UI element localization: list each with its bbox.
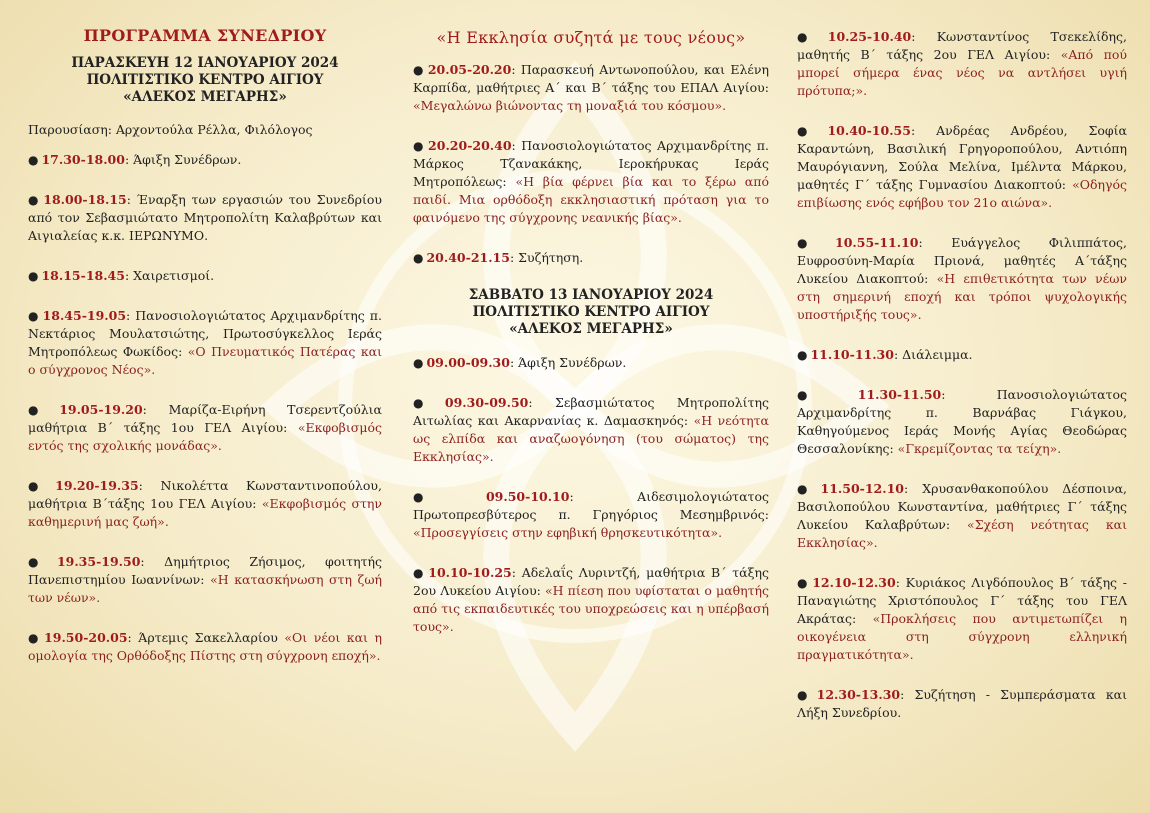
schedule-time: 12.10-12.30 <box>812 575 896 590</box>
bullet-icon: ● <box>28 555 54 569</box>
schedule-item <box>28 553 382 607</box>
schedule-item <box>413 564 769 636</box>
schedule-text: : Παρασκευή Αντωνοπούλου, και Ελένη Καρπίδα, μαθήτριες Α΄ και Β΄ τάξης του ΕΠΑΛ Αιγίου: <box>413 62 769 95</box>
schedule-text: : Πανοσιολογιώτατος Αρχιμανδρίτης π. Μάρκος Τζανακάκης, Ιεροκήρυκας Ιεράς Μητροπόλεως: <box>413 138 769 189</box>
schedule-time: 19.35-19.50 <box>56 554 141 569</box>
schedule-text: : Άρτεμις Σακελλαρίου <box>127 630 285 645</box>
schedule-item <box>28 267 382 285</box>
bullet-icon: ● <box>413 63 425 77</box>
schedule-text: : Αιδεσιμολογιώτατος Πρωτοπρεσβύτερος π. Γρηγόριος Μεσημβρινός: <box>413 489 769 522</box>
talk-title: «Μεγαλώνω βιώνοντας τη μοναξιά του κόσμου». <box>413 98 727 113</box>
friday-date: ΠΑΡΑΣΚΕΥΗ 12 ΙΑΝΟΥΑΡΙΟΥ 2024 <box>71 55 339 71</box>
schedule-item <box>797 574 1127 664</box>
presenter-line: Παρουσίαση: Αρχοντούλα Ρέλλα, Φιλόλογος <box>28 122 313 137</box>
saturday-schedule-list <box>797 28 1127 722</box>
schedule-time: 18.45-19.05 <box>42 308 127 323</box>
bullet-icon: ● <box>28 479 53 493</box>
talk-title: «Η κατασκήνωση στη ζωή των νέων». <box>28 572 383 605</box>
schedule-time: 10.55-11.10 <box>835 235 919 250</box>
schedule-time: 19.20-19.35 <box>55 478 139 493</box>
schedule-time: 11.50-12.10 <box>820 481 904 496</box>
bullet-icon: ● <box>413 139 426 153</box>
schedule-text: : Συζήτηση - Συμπεράσματα και Λήξη Συνεδρίου. <box>797 687 1127 720</box>
schedule-text: : Ανδρέας Ανδρέου, Σοφία Καραντώνη, Βασιλική Γρηγοροπούλου, Αντιόπη Μαυρόγιαννη, Σούλα Μελίνα, Ιμέλντα Μάρκου, μαθητές Γ΄ τάξης Γυμνασίου Διακοπτού: <box>797 123 1127 192</box>
talk-title: «Η βία φέρνει βία και το ξέρω από παιδί. Μια ορθόδοξη εκκλησιαστική πρόταση για το φαινόμενο της σύγχρονης νεανικής βίας». <box>413 174 769 225</box>
saturday-morning-schedule-list <box>413 354 769 636</box>
schedule-text: : Κυριάκος Λιγδόπουλος Β΄ τάξης - Παναγιώτης Χριστόπουλος Γ΄ τάξης του ΓΕΛ Ακράτας: <box>797 575 1127 626</box>
schedule-time: 19.50-20.05 <box>44 630 128 645</box>
schedule-item <box>28 629 382 665</box>
schedule-text: : Νικολέττα Κωνσταντινοπούλου, μαθήτρια Β΄τάξης 1ου ΓΕΛ Αιγίου: <box>28 478 382 511</box>
schedule-item <box>797 234 1127 324</box>
bullet-icon: ● <box>797 482 818 496</box>
bullet-icon: ● <box>797 30 825 44</box>
talk-title: «Από πού μπορεί σήμερα ένας νέος να αντλήσει υγιή πρότυπα;». <box>797 47 1127 98</box>
schedule-time: 12.30-13.30 <box>816 687 901 702</box>
schedule-text: : Αδελαΐς Λυριντζή, μαθήτρια Β΄ τάξης 2ου Λυκείου Αιγίου: <box>413 565 769 598</box>
schedule-item <box>413 137 769 227</box>
talk-title: «Γκρεμίζοντας τα τείχη». <box>897 441 1062 456</box>
bullet-icon: ● <box>28 193 41 207</box>
talk-title: «Εκφοβισμός στην καθημερινή μας ζωή». <box>28 496 382 529</box>
schedule-text: : Άφιξη Συνέδρων. <box>124 152 242 167</box>
schedule-text: : Σεβασμιώτατος Μητροπολίτης Αιτωλίας και Ακαρνανίας κ. Δαμασκηνός: <box>413 395 769 428</box>
talk-title: «Η επιθετικότητα των νέων στη σημερινή εποχή και τρόποι ψυχολογικής υποστήριξής τους». <box>797 271 1128 322</box>
schedule-time: 20.20-20.40 <box>428 138 512 153</box>
schedule-time: 19.05-19.20 <box>59 402 143 417</box>
schedule-item <box>797 480 1127 552</box>
schedule-item <box>797 28 1127 100</box>
talk-title: «Ο Πνευματικός Πατέρας και ο σύγχρονος Νέος». <box>28 344 382 377</box>
schedule-text: : Μαρίζα-Ειρήνη Τσερεντζούλια μαθήτρια Β΄ τάξης 1ου ΓΕΛ Αιγίου: <box>28 402 382 435</box>
bullet-icon: ● <box>797 348 808 362</box>
schedule-text: : Πανοσιολογιώτατος Αρχιμανδρίτης π. Βαρνάβας Γιάγκου, Καθηγούμενος Ιεράς Μονής Αγίας Θεοδώρας Θεσσαλονίκης: <box>797 387 1127 456</box>
schedule-text: : Χρυσανθακοπούλου Δέσποινα, Βασιλοπούλου Κωνσταντίνα, μαθήτριες Γ΄ τάξης Λυκείου Καλαβρύτων: <box>797 481 1127 532</box>
column-middle <box>413 20 769 658</box>
bullet-icon: ● <box>28 269 39 283</box>
bullet-icon: ● <box>797 576 810 590</box>
schedule-time: 09.50-10.10 <box>485 489 570 504</box>
schedule-item <box>797 386 1127 458</box>
talk-title: «Οι νέοι και η ομολογία της Ορθόδοξης Πίστης στη σύγχρονη εποχή». <box>28 630 382 663</box>
schedule-time: 18.00-18.15 <box>43 192 127 207</box>
program-title: ΠΡΟΓΡΑΜΜΑ ΣΥΝΕΔΡΙΟΥ <box>83 26 327 45</box>
talk-title: «Σχέση νεότητας και Εκκλησίας». <box>797 517 1127 550</box>
schedule-time: 20.40-21.15 <box>426 250 510 265</box>
talk-title: «Εκφοβισμός εντός της σχολικής μονάδας». <box>28 420 382 453</box>
schedule-time: 10.10-10.25 <box>428 565 512 580</box>
schedule-time: 09.00-09.30 <box>426 355 510 370</box>
schedule-item <box>28 151 382 169</box>
schedule-time: 10.25-10.40 <box>827 29 912 44</box>
talk-title: «Η πίεση που υφίσταται ο μαθητής από τις εκπαιδευτικές του υποχρεώσεις και η υπέρβασή τους». <box>413 583 770 634</box>
schedule-item <box>413 61 769 115</box>
bullet-icon: ● <box>28 309 40 323</box>
bullet-icon: ● <box>797 388 855 402</box>
friday-schedule-list <box>28 151 382 665</box>
schedule-time: 20.05-20.20 <box>427 62 512 77</box>
schedule-text: : Ευάγγελος Φιλιππάτος, Ευφροσύνη-Μαρία Πριονά, μαθητές Α΄τάξης Λυκείου Διακοπτού: <box>797 235 1127 286</box>
saturday-venue: ΠΟΛΙΤΙΣΤΙΚΟ ΚΕΝΤΡΟ ΑΙΓΙΟΥ <box>472 304 710 320</box>
schedule-item <box>797 686 1127 722</box>
friday-venue: ΠΟΛΙΤΙΣΤΙΚΟ ΚΕΝΤΡΟ ΑΙΓΙΟΥ <box>86 72 324 88</box>
bullet-icon: ● <box>413 356 424 370</box>
schedule-item <box>413 488 769 542</box>
schedule-text: : Χαιρετισμοί. <box>124 268 215 283</box>
schedule-item <box>797 122 1127 212</box>
schedule-text: : Άφιξη Συνέδρων. <box>509 355 627 370</box>
column-saturday <box>797 28 1127 744</box>
schedule-text: : Δημήτριος Ζήσιμος, φοιτητής Πανεπιστημίου Ιωαννίνων: <box>28 554 382 587</box>
friday-venue-name: «ΑΛΕΚΟΣ ΜΕΓΑΡΗΣ» <box>123 89 287 105</box>
schedule-text: : Κωνσταντίνος Τσεκελίδης, μαθητής Β΄ τάξης 2ου ΓΕΛ Αιγίου: <box>797 29 1127 62</box>
schedule-time: 11.10-11.30 <box>810 347 894 362</box>
bullet-icon: ● <box>797 124 825 138</box>
schedule-item <box>28 401 382 455</box>
schedule-time: 18.15-18.45 <box>41 268 125 283</box>
bullet-icon: ● <box>28 403 57 417</box>
schedule-text: : Συζήτηση. <box>509 250 584 265</box>
friday-evening-schedule-list <box>413 61 769 267</box>
friday-heading <box>28 55 382 106</box>
talk-title: «Οδηγός επιβίωσης ενός εφήβου τον 21ο αιώνα». <box>797 177 1127 210</box>
schedule-text: : Έναρξη των εργασιών του Συνεδρίου από τον Σεβασμιώτατο Μητροπολίτη Καλαβρύτων και Αιγιαλείας κ.κ. ΙΕΡΩΝΥΜΟ. <box>28 192 382 243</box>
talk-title: «Προσεγγίσεις στην εφηβική θρησκευτικότητα». <box>413 525 723 540</box>
talk-title: «Προκλήσεις που αντιμετωπίζει η οικογένεια στη σύγχρονη ελληνική πραγματικότητα». <box>797 611 1127 662</box>
schedule-item <box>28 307 382 379</box>
schedule-item <box>413 394 769 466</box>
saturday-venue-name: «ΑΛΕΚΟΣ ΜΕΓΑΡΗΣ» <box>509 321 673 337</box>
column-friday <box>28 20 382 687</box>
schedule-text: : Διάλειμμα. <box>893 347 973 362</box>
saturday-heading <box>413 287 769 338</box>
bullet-icon: ● <box>28 153 39 167</box>
bullet-icon: ● <box>797 236 832 250</box>
schedule-time: 17.30-18.00 <box>41 152 125 167</box>
bullet-icon: ● <box>413 396 442 410</box>
schedule-item <box>28 477 382 531</box>
schedule-item <box>797 346 1127 364</box>
bullet-icon: ● <box>28 631 42 645</box>
bullet-icon: ● <box>413 490 483 504</box>
schedule-item <box>28 191 382 245</box>
bullet-icon: ● <box>413 566 426 580</box>
schedule-text: : Πανοσιολογιώτατος Αρχιμανδρίτης π. Νεκτάριος Μουλατσιώτης, Πρωτοσύγκελλος Ιεράς Μητροπόλεως Φωκίδος: <box>28 308 382 359</box>
schedule-time: 11.30-11.50 <box>857 387 942 402</box>
schedule-time: 10.40-10.55 <box>827 123 911 138</box>
bullet-icon: ● <box>797 688 814 702</box>
bullet-icon: ● <box>413 251 424 265</box>
schedule-time: 09.30-09.50 <box>444 395 529 410</box>
session-title: «Η Εκκλησία συζητά με τους νέους» <box>436 28 746 47</box>
schedule-item <box>413 249 769 267</box>
schedule-item <box>413 354 769 372</box>
saturday-date: ΣΑΒΒΑΤΟ 13 ΙΑΝΟΥΑΡΙΟΥ 2024 <box>468 287 714 303</box>
talk-title: «Η νεότητα ως ελπίδα και αναζωογόνηση (του σώματος) της Εκκλησίας». <box>413 413 769 464</box>
